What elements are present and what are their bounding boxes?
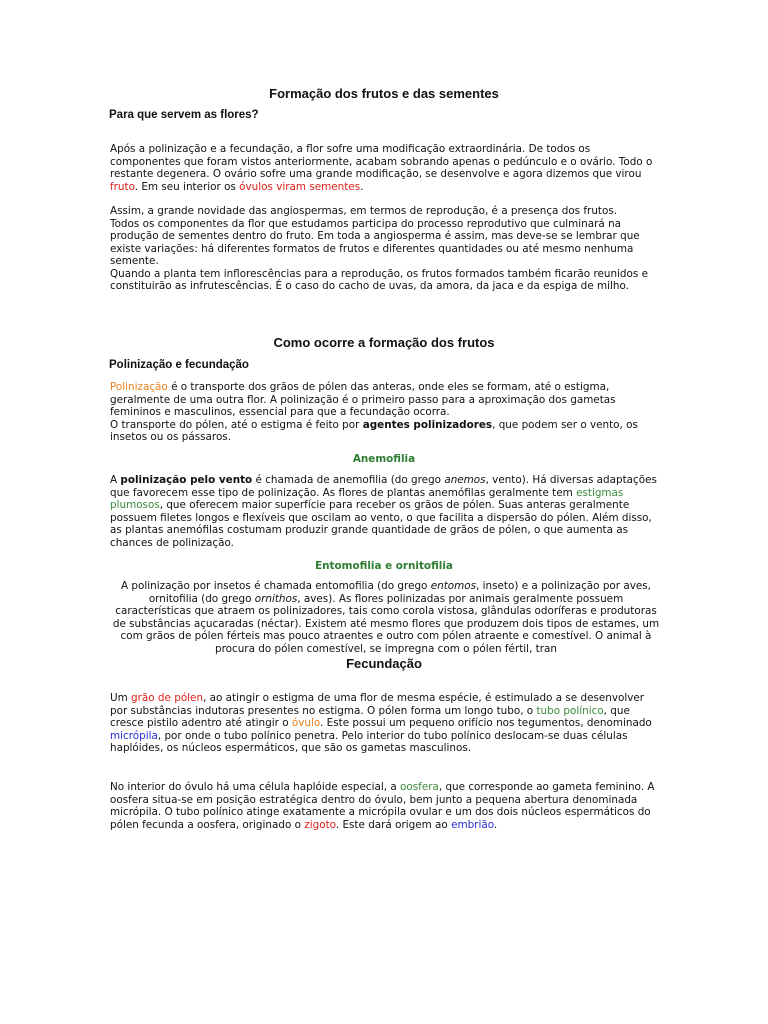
term-grao-polen: grão de pólen [131,692,204,704]
paragraph-angiospermas [110,205,662,293]
text-run: . [360,180,364,193]
paragraph-fecundacao [110,692,662,755]
text-run: A polinização por insetos é chamada entomofilia (do grego [121,580,431,592]
term-ovulo: óvulo [291,717,321,729]
text-run: . Em seu interior os [134,180,240,193]
term-zigoto: zigoto [304,818,336,831]
term-ovulos-sementes: óvulos viram sementes [239,180,361,193]
text-run: A [110,474,121,486]
term-ornithos: ornithos [254,592,298,605]
text-run: é o transporte dos grãos de pólen das anteras, onde eles se formam, até o estigma, geralmente de uma outra flor. A polinização é o primeiro passo para a aproximação dos gametas femininos e masculinos, essencial para que a fecundação ocorra. [110,381,616,418]
section-title-fecundacao: Fecundação [346,656,422,671]
term-anemos: anemos [444,474,486,486]
text-run: Após a polinização e a fecundação, a flor sofre uma modificação extraordinária. De todos os componentes que foram vistos anteriormente, acabam sobrando apenas o pedúnculo e o ovário. Todo o restante degenera. O ovário sofre uma grande modificação, se desenvolve e agora dizemos que virou [110,143,653,180]
text-run: , que corresponde ao gameta feminino. A oosfera situa-se em posição estratégica dentro do óvulo, bem junto a pequena abertura denominada micrópila. O tubo polínico atinge exatamente a micrópila ovular e um dos dois núcleos espermáticos do pólen fecunda a oosfera, originado o [110,781,655,831]
text-line: Assim, a grande novidade das angiospermas, em termos de reprodução, é a presença dos frutos. [110,205,618,217]
section-heading-flores: Para que servem as flores? [109,109,259,121]
paragraph-entomofilia [112,580,660,655]
term-entomos: entomos [430,580,477,592]
text-run: , aves). As flores polinizadas por animais geralmente possuem características que atraem os polinizadores, tais como corola vistosa, glândulas odoríferas e produtoras de substâncias açucaradas (néctar). Existem até mesmo flores que produzem dois tipos de estames, um com grãos de pólen férteis mas pouco atraentes e outro com pólen atraente e comestível. O animal à procura do pólen comestível, se impregna com o pólen fértil, tran [112,592,660,655]
text-run: , que podem ser o vento, os insetos ou os pássaros. [110,418,638,443]
text-line [110,419,662,444]
text-run: , que cresce pistilo adentro até atingir o [110,704,630,729]
text-run: Um [110,692,132,704]
term-tubo-polinico: tubo polínico [536,704,604,717]
text-line: Todos os componentes da flor que estudamos participa do processo reprodutivo que culminará na produção de sementes dentro do fruto. Em toda a angiosperma é assim, mas deve-se se lembrar que existe variações: há diferentes formatos de frutos e diferentes quantidades ou até mesmo nenhuma semente. [110,217,640,267]
text-run: , ao atingir o estigma de uma flor de mesma espécie, é estimulado a se desenvolver por substâncias indutoras presentes no estigma. O pólen forma um longo tubo, o [110,692,645,717]
section-title-formacao: Como ocorre a formação dos frutos [273,335,495,350]
text-run: . Este dará origem ao [335,818,452,831]
term-estigmas-plumosos: estigmas plumosos [110,486,624,511]
paragraph-anemofilia [110,474,662,549]
text-run: . Este possui um pequeno orifício nos tegumentos, denominado [320,717,652,729]
term-agentes-polinizadores: agentes polinizadores [362,418,493,431]
text-run: No interior do óvulo há uma célula haplóide especial, a [110,781,401,793]
subheading-anemofilia: Anemofilia [352,453,416,465]
section-heading-polinizacao: Polinização e fecundação [109,359,249,371]
paragraph-oosfera [110,781,662,831]
text-run: , vento). Há diversas adaptações que favorecem esse tipo de polinização. As flores de plantas anemófilas geralmente tem [110,474,657,499]
term-micropila: micrópila [110,729,158,742]
term-oosfera: oosfera [400,781,439,793]
term-fruto: fruto [110,180,135,193]
text-run: , por onde o tubo polínico penetra. Pelo interior do tubo polínico deslocam-se duas células haplóides, os núcleos espermáticos, que são os gametas masculinos. [110,729,628,754]
paragraph-apos-polinizacao [110,143,662,193]
page-title: Formação dos frutos e das sementes [269,86,499,101]
text-line: Quando a planta tem inflorescências para a reprodução, os frutos formados também ficarão reunidos e constituirão as infrutescências. É o caso do cacho de uvas, da amora, da jaca e da espiga de milho. [110,267,648,292]
text-run: . [493,818,498,831]
text-line [110,381,662,419]
subheading-entomofilia: Entomofilia e ornitofilia [315,560,453,572]
term-polinizacao-vento: polinização pelo vento [120,474,253,486]
paragraph-polinizacao [110,381,662,444]
text-run: , que oferecem maior superfície para receber os grãos de pólen. Suas anteras geralmente possuem filetes longos e flexíveis que oscilam ao vento, o que facilita a dispersão do pólen. Além disso, as plantas anemófilas costumam produzir grande quantidade de grãos de pólen, o que aumenta as chances de polinização. [110,499,652,549]
text-run: , inseto) e a polinização por aves, ornitofilia (do grego [148,580,651,605]
text-run: é chamada de anemofilia (do grego [252,474,445,486]
term-polinizacao: Polinização [110,381,168,393]
term-embriao: embrião [451,818,494,831]
text-run: O transporte do pólen, até o estigma é feito por [110,418,363,431]
